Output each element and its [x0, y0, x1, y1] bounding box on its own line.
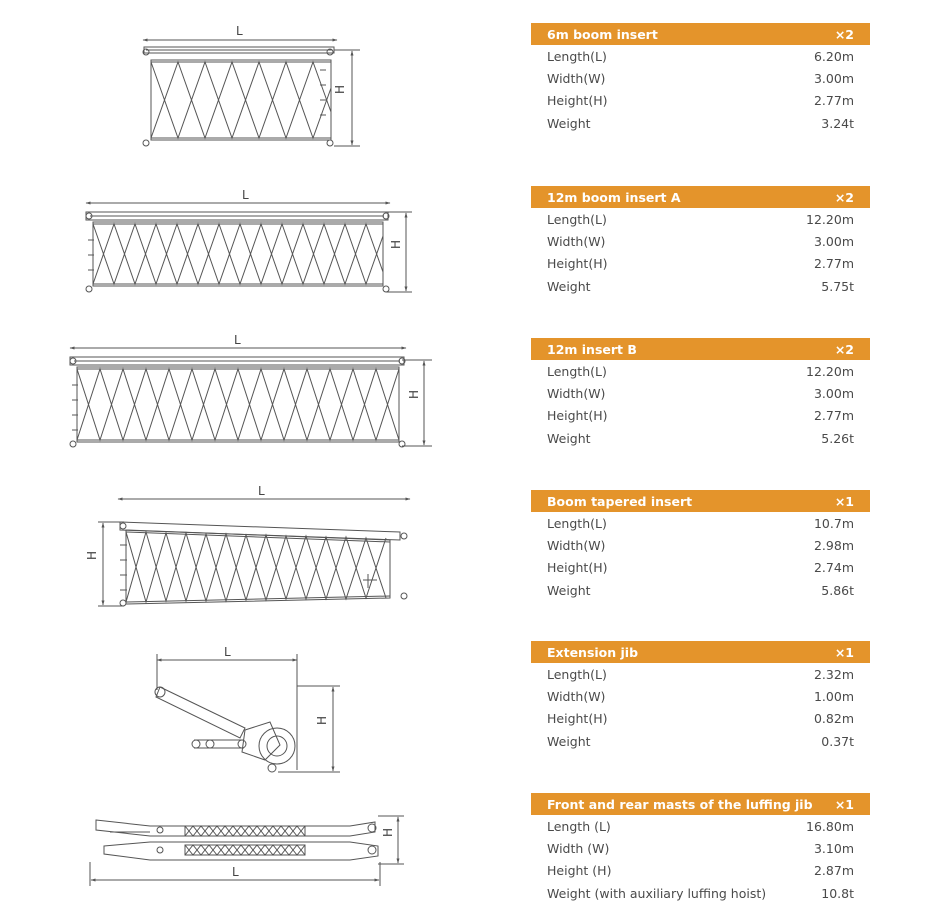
- dim-label-h: H: [407, 389, 421, 399]
- spec-row-height: Height(H) 0.82m: [547, 711, 854, 727]
- dim-label-l: L: [236, 24, 243, 38]
- drawing-extension-jib: [155, 654, 340, 772]
- spec-table-6m-boom-insert: [531, 23, 870, 134]
- spec-header: Boom tapered insert ×1: [531, 490, 870, 512]
- spec-header: 12m boom insert A ×2: [531, 186, 870, 208]
- spec-row-height: Height(H) 2.77m: [547, 93, 854, 109]
- spec-row-length: Length(L) 10.7m: [547, 515, 854, 531]
- spec-row-width: Width(W) 2.98m: [547, 537, 854, 553]
- spec-row-height: Height(H) 2.74m: [547, 560, 854, 576]
- drawing-luffing-jib-masts: [90, 816, 404, 886]
- dim-label-l: L: [234, 333, 241, 347]
- spec-header: Front and rear masts of the luffing jib ×1: [531, 793, 870, 815]
- spec-row-width: Width(W) 3.00m: [547, 70, 854, 86]
- spec-header: 12m insert B ×2: [531, 338, 870, 360]
- spec-row-length: Length(L) 2.32m: [547, 666, 854, 682]
- spec-row-weight: Weight 3.24t: [547, 115, 854, 131]
- spec-header: Extension jib ×1: [531, 641, 870, 663]
- spec-header: 6m boom insert ×2: [531, 23, 870, 45]
- spec-table-12m-boom-insert-a: [531, 186, 870, 297]
- spec-row-width: Width(W) 3.00m: [547, 385, 854, 401]
- spec-row-width: Width(W) 1.00m: [547, 688, 854, 704]
- spec-row-length: Length(L) 12.20m: [547, 211, 854, 227]
- dim-label-l: L: [242, 188, 249, 202]
- spec-row-weight: Weight 5.26t: [547, 430, 854, 446]
- spec-row-height: Height (H) 2.87m: [547, 863, 854, 879]
- spec-row-length: Length(L) 12.20m: [547, 363, 854, 379]
- dim-label-h: H: [333, 84, 347, 94]
- spec-row-width: Width (W) 3.10m: [547, 840, 854, 856]
- dim-label-h: H: [315, 715, 329, 725]
- spec-table-luffing-jib-masts: [531, 793, 870, 904]
- spec-row-height: Height(H) 2.77m: [547, 408, 854, 424]
- spec-row-height: Height(H) 2.77m: [547, 256, 854, 272]
- drawing-12m-insert-b: [70, 348, 432, 447]
- dim-label-h: H: [85, 550, 99, 560]
- dim-label-l: L: [224, 645, 231, 659]
- spec-row-weight: Weight 5.75t: [547, 278, 854, 294]
- spec-row-width: Width(W) 3.00m: [547, 233, 854, 249]
- drawing-6m-boom-insert: [143, 40, 360, 146]
- spec-row-length: Length (L) 16.80m: [547, 818, 854, 834]
- drawing-boom-tapered-insert: [98, 499, 410, 606]
- spec-row-weight: Weight 0.37t: [547, 733, 854, 749]
- spec-table-boom-tapered-insert: [531, 490, 870, 601]
- spec-row-length: Length(L) 6.20m: [547, 48, 854, 64]
- dim-label-h: H: [381, 827, 395, 837]
- spec-table-12m-insert-b: [531, 338, 870, 449]
- spec-table-extension-jib: [531, 641, 870, 752]
- dim-label-l: L: [232, 865, 239, 879]
- spec-row-weight: Weight (with auxiliary luffing hoist) 10.8t: [547, 885, 854, 901]
- dim-label-h: H: [389, 239, 403, 249]
- dim-label-l: L: [258, 484, 265, 498]
- drawing-12m-boom-insert-a: [86, 203, 412, 292]
- spec-row-weight: Weight 5.86t: [547, 582, 854, 598]
